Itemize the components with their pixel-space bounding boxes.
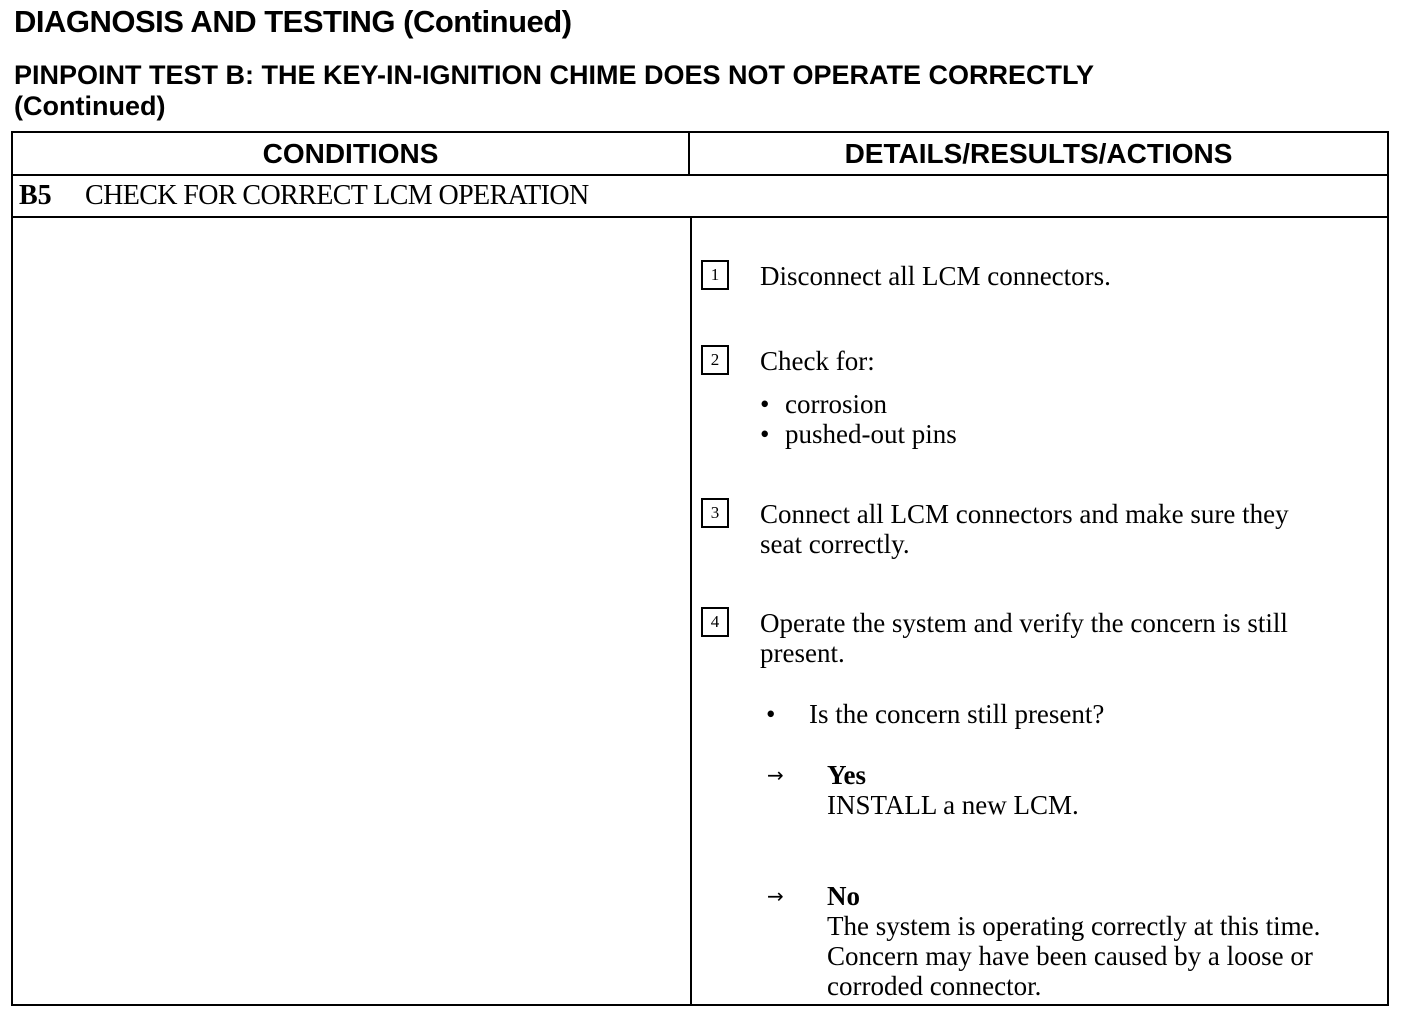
no-action-line2: Concern may have been caused by a loose or — [827, 941, 1313, 971]
yes-label: Yes — [827, 760, 866, 790]
test-title-line1: PINPOINT TEST B: THE KEY-IN-IGNITION CHIME DOES NOT OPERATE CORRECTLY — [14, 60, 1095, 90]
no-label: No — [827, 881, 860, 911]
bullet-icon: • — [766, 699, 776, 729]
step-number-box-4: 4 — [701, 607, 729, 637]
detail-item-3 — [760, 499, 1380, 559]
question-text: Is the concern still present? — [809, 699, 1105, 729]
detail-item-4 — [760, 608, 1380, 668]
arrow-right-icon: → — [767, 884, 784, 908]
bullet-icon: • — [760, 419, 770, 449]
check-corrosion: corrosion — [785, 389, 887, 419]
step-number-box-1: 1 — [701, 260, 729, 290]
step-number-box-2: 2 — [701, 345, 729, 375]
test-title — [14, 60, 1094, 122]
test-title-line2: (Continued) — [14, 91, 166, 121]
arrow-right-icon: → — [767, 763, 784, 787]
table-header-row — [13, 133, 1387, 176]
check-pushed-out-pins: pushed-out pins — [785, 419, 957, 449]
column-divider — [690, 218, 692, 1004]
detail-item-4-line2: present. — [760, 638, 845, 668]
bullet-icon: • — [760, 389, 770, 419]
yes-branch — [827, 760, 1079, 820]
detail-item-4-line1: Operate the system and verify the concern is still — [760, 608, 1288, 638]
detail-item-1: Disconnect all LCM connectors. — [760, 261, 1111, 291]
yes-action: INSTALL a new LCM. — [827, 790, 1079, 820]
step-row — [13, 176, 1387, 218]
step-number-box-3: 3 — [701, 498, 729, 528]
conditions-header: CONDITIONS — [13, 133, 690, 174]
detail-item-2: Check for: — [760, 346, 875, 376]
no-branch — [827, 881, 1320, 1001]
page-title: DIAGNOSIS AND TESTING (Continued) — [14, 4, 572, 39]
no-action-line1: The system is operating correctly at this time. — [827, 911, 1321, 941]
pinpoint-table — [11, 131, 1389, 1006]
detail-item-3-line1: Connect all LCM connectors and make sure they — [760, 499, 1289, 529]
details-header: DETAILS/RESULTS/ACTIONS — [844, 138, 1233, 169]
detail-item-3-line2: seat correctly. — [760, 529, 910, 559]
no-action-line3: corroded connector. — [827, 971, 1042, 1001]
step-id: B5 — [19, 180, 52, 211]
step-title: CHECK FOR CORRECT LCM OPERATION — [85, 180, 589, 211]
